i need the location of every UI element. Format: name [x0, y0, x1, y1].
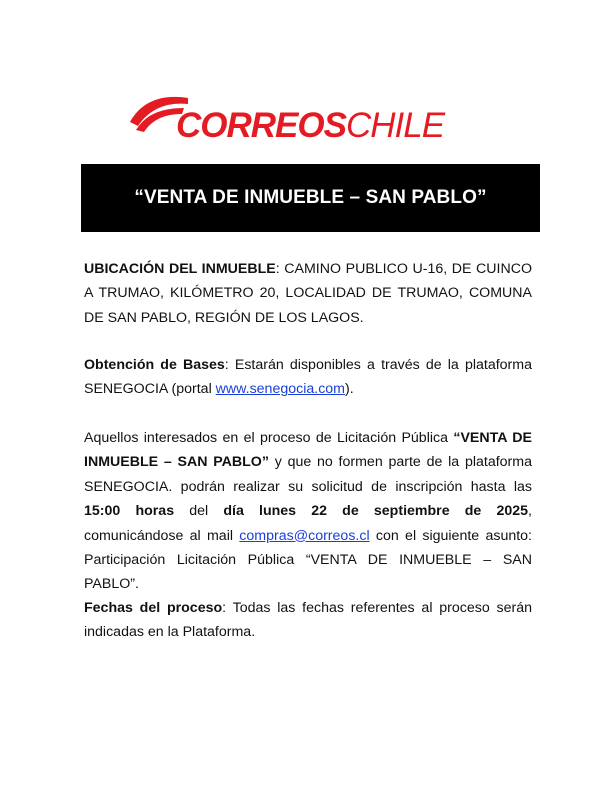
bases-paragraph	[84, 353, 532, 402]
aviso-t4: , comunicándose al mail	[84, 503, 532, 544]
aviso-t5: con el siguiente asunto: Participación Licitación Pública “VENTA DE INMUEBLE – SAN PABLO”.	[84, 527, 532, 593]
fechas-label: Fechas del proceso	[84, 600, 223, 616]
ubicacion-text: : CAMINO PUBLICO U-16, DE CUINCO A TRUMAO, KILÓMETRO 20, LOCALIDAD DE TRUMAO, COMUNA DE SAN PABLO, REGIÓN DE LOS LAGOS.	[84, 261, 532, 326]
correoschile-logo	[128, 92, 464, 144]
aviso-t2: y que no formen parte de la plataforma SENEGOCIA. podrán realizar su solicitud de inscripción hasta las	[84, 454, 532, 495]
aviso-b1: “VENTA DE INMUEBLE – SAN PABLO”	[84, 430, 533, 471]
fechas-paragraph	[84, 596, 532, 645]
aviso-b3: día lunes 22 de septiembre de 2025	[223, 503, 529, 520]
logo-wordmark	[176, 106, 444, 146]
aviso-b2: 15:00 horas	[84, 503, 175, 520]
fechas-text: : Todas las fechas referentes al proceso serán indicadas en la Plataforma.	[84, 600, 532, 641]
title-banner	[81, 164, 540, 232]
bases-after: ).	[345, 381, 354, 398]
logo-brand-light: CHILE	[345, 106, 445, 145]
aviso-t3: del	[174, 503, 224, 520]
aviso-t1: Aquellos interesados en el proceso de Licitación Pública	[84, 430, 454, 446]
ubicacion-paragraph	[84, 257, 532, 330]
senegocia-link[interactable]: www.senegocia.com	[215, 381, 345, 398]
logo-brand-bold: CORREOS	[176, 106, 346, 145]
bases-text: : Estarán disponibles a través de la plataforma SENEGOCIA (portal	[84, 357, 532, 398]
page-title: “VENTA DE INMUEBLE – SAN PABLO”	[134, 187, 487, 208]
ubicacion-label: UBICACIÓN DEL INMUEBLE	[84, 261, 276, 277]
aviso-paragraph	[84, 426, 532, 597]
bases-label: Obtención de Bases	[84, 357, 225, 373]
email-link[interactable]: compras@correos.cl	[239, 527, 370, 544]
